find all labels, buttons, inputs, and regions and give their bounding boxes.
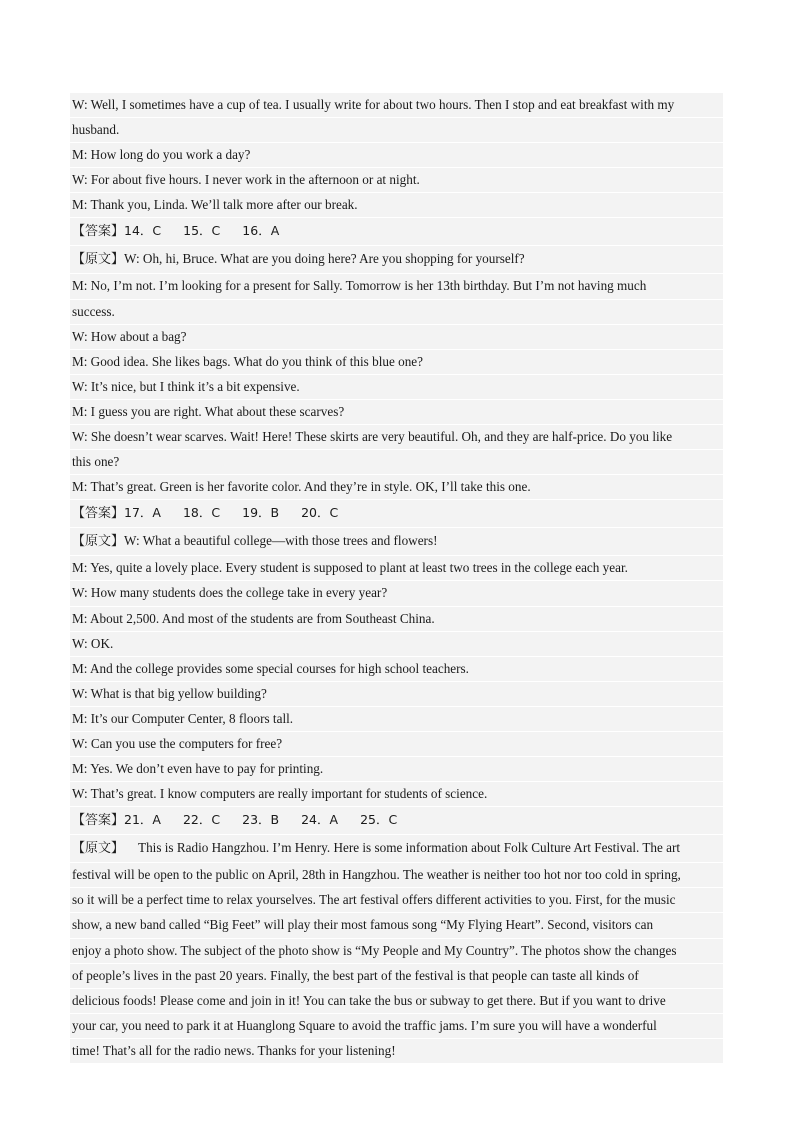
text-line: W: Can you use the computers for free? <box>70 732 723 757</box>
transcript-tag: 【原文】 <box>72 841 125 857</box>
answer-line-17-20 <box>70 500 723 528</box>
answer-item: 22．C <box>182 812 221 828</box>
text-line: time! That’s all for the radio news. Thanks for your listening! <box>70 1039 723 1064</box>
text-line: W: How about a bag? <box>70 325 723 350</box>
text-line: M: That’s great. Green is her favorite color. And they’re in style. OK, I’ll take this one. <box>70 475 723 500</box>
text-line: M: I guess you are right. What about these scarves? <box>70 400 723 425</box>
transcript-start <box>70 528 723 556</box>
text-line: W: For about five hours. I never work in the afternoon or at night. <box>70 168 723 193</box>
text-line: M: Yes. We don’t even have to pay for printing. <box>70 757 723 782</box>
answer-item: 19．B <box>242 505 280 521</box>
transcript-tag: 【原文】 <box>72 534 125 550</box>
text-line: W: What is that big yellow building? <box>70 682 723 707</box>
answer-item: 18．C <box>182 505 221 521</box>
answer-line-21-25 <box>70 807 723 835</box>
answer-item: 14．C <box>124 223 162 239</box>
text-line: M: And the college provides some special courses for high school teachers. <box>70 657 723 682</box>
answer-item: 17．A <box>124 505 161 521</box>
text-line: W: Well, I sometimes have a cup of tea. I usually write for about two hours. Then I stop and eat breakfast with my <box>70 93 723 118</box>
text-line: M: Thank you, Linda. We’ll talk more after our break. <box>70 193 723 218</box>
text-line: so it will be a perfect time to relax yourselves. The art festival offers different activities to you. First, for the music <box>70 888 723 913</box>
text-line: husband. <box>70 118 723 143</box>
text-line: W: She doesn’t wear scarves. Wait! Here! These skirts are very beautiful. Oh, and they are half-price. Do you like <box>70 425 723 450</box>
text-line: success. <box>70 300 723 325</box>
text-line: festival will be open to the public on April, 28th in Hangzhou. The weather is neither too hot nor too cold in spring, <box>70 863 723 888</box>
text-line: enjoy a photo show. The subject of the photo show is “My People and My Country”. The photos show the changes <box>70 939 723 964</box>
text-line: M: Good idea. She likes bags. What do you think of this blue one? <box>70 350 723 375</box>
text-line: this one? <box>70 450 723 475</box>
answer-item: 20．C <box>301 505 339 521</box>
text-line: M: It’s our Computer Center, 8 floors tall. <box>70 707 723 732</box>
answer-item: 25．C <box>360 812 398 828</box>
answer-item: 23．B <box>242 812 280 828</box>
text-line: W: It’s nice, but I think it’s a bit expensive. <box>70 375 723 400</box>
text-line: of people’s lives in the past 20 years. Finally, the best part of the festival is that people can taste all kinds of <box>70 964 723 989</box>
transcript-start <box>70 835 723 863</box>
answer-tag: 【答案】 <box>72 224 125 240</box>
transcript-tag: 【原文】 <box>72 252 125 268</box>
answer-line-14-16 <box>70 218 723 246</box>
text-line: W: Oh, hi, Bruce. What are you doing here? Are you shopping for yourself? <box>124 251 525 267</box>
text-line: your car, you need to park it at Huanglong Square to avoid the traffic jams. I’m sure you will have a wonderful <box>70 1014 723 1039</box>
document-page <box>70 93 723 1064</box>
text-line: delicious foods! Please come and join in it! You can take the bus or subway to get there. But if you want to drive <box>70 989 723 1014</box>
answer-item: 21．A <box>124 812 161 828</box>
text-line: This is Radio Hangzhou. I’m Henry. Here is some information about Folk Culture Art Festival. The art <box>138 840 681 856</box>
answer-item: 24．A <box>301 812 339 828</box>
text-line: M: No, I’m not. I’m looking for a present for Sally. Tomorrow is her 13th birthday. But I’m not having much <box>70 274 723 299</box>
text-line: W: How many students does the college take in every year? <box>70 581 723 606</box>
text-line: M: About 2,500. And most of the students are from Southeast China. <box>70 607 723 632</box>
text-line: W: OK. <box>70 632 723 657</box>
text-line: show, a new band called “Big Feet” will play their most famous song “My Flying Heart”. Second, visitors can <box>70 913 723 938</box>
answer-tag: 【答案】 <box>72 506 125 522</box>
text-line: M: Yes, quite a lovely place. Every student is supposed to plant at least two trees in the college each year. <box>70 556 723 581</box>
answer-tag: 【答案】 <box>72 813 125 829</box>
text-line: M: How long do you work a day? <box>70 143 723 168</box>
text-line: W: That’s great. I know computers are really important for students of science. <box>70 782 723 807</box>
answer-item: 15．C <box>183 223 221 239</box>
text-line: W: What a beautiful college—with those trees and flowers! <box>124 533 438 549</box>
transcript-start <box>70 246 723 274</box>
answer-item: 16．A <box>242 223 280 239</box>
